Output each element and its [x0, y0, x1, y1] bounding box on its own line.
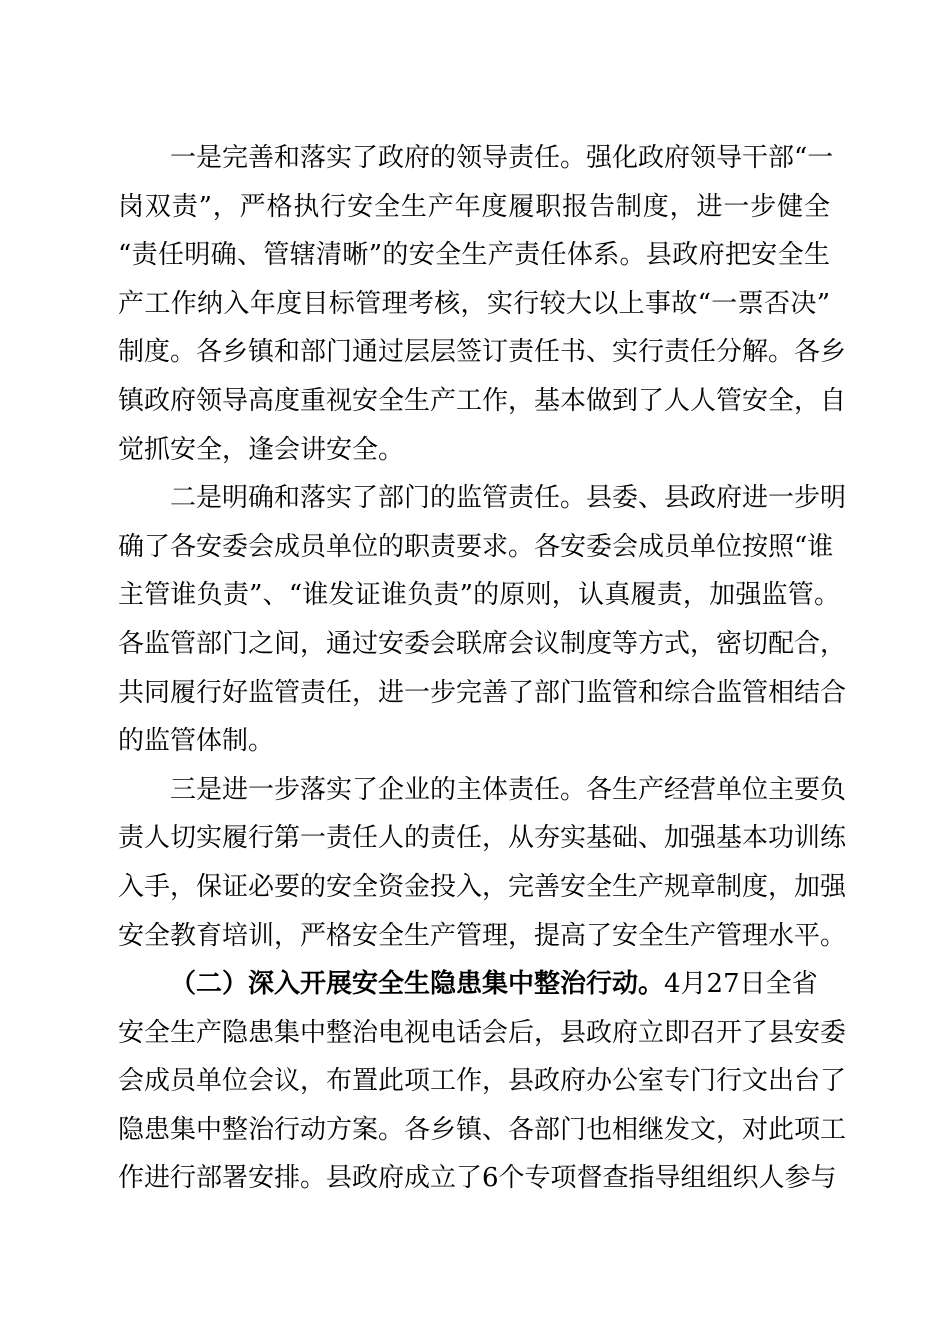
- paragraph-4-line-4: 隐患集中整治行动方案。各乡镇、各部门也相继发文，对此项工: [118, 1114, 847, 1145]
- paragraph-1-line-6: 镇政府领导高度重视安全生产工作，基本做到了人人管安全，自: [118, 385, 847, 416]
- section-2-first-line: [118, 960, 830, 1009]
- paragraph-1-line-4: 产工作纳入年度目标管理考核，实行较大以上事故“一票否决”: [118, 288, 830, 319]
- paragraph-2-line-4: 各监管部门之间，通过安委会联席会议制度等方式，密切配合，: [118, 628, 847, 659]
- paragraph-3-line-4: 安全教育培训，严格安全生产管理，提高了安全生产管理水平。: [118, 920, 847, 951]
- paragraph-1-line-5: 制度。各乡镇和部门通过层层签订责任书、实行责任分解。各乡: [118, 337, 847, 368]
- paragraph-1-line-7: 觉抓安全，逢会讲安全。: [118, 434, 405, 465]
- paragraph-4-line-2: 安全生产隐患集中整治电视电话会后，县政府立即召开了县安委: [118, 1017, 847, 1048]
- paragraph-2-line-2: 确了各安委会成员单位的职责要求。各安委会成员单位按照“谁: [118, 531, 834, 562]
- paragraph-3-line-2: 责人切实履行第一责任人的责任，从夯实基础、加强基本功训练: [118, 823, 847, 854]
- paragraph-1-line-3: “责任明确、管辖清晰”的安全生产责任体系。县政府把安全生: [118, 240, 830, 271]
- paragraph-2-line-1: 二是明确和落实了部门的监管责任。县委、县政府进一步明: [170, 483, 847, 514]
- paragraph-4-line-5: 作进行部署安排。县政府成立了6个专项督查指导组组织人参与: [118, 1163, 837, 1194]
- section-2-first-line-rest: 4月27日全省: [664, 969, 818, 1000]
- paragraph-4-line-3: 会成员单位会议，布置此项工作，县政府办公室专门行文出台了: [118, 1066, 847, 1097]
- paragraph-1-line-2: 岗双责”，严格执行安全生产年度履职报告制度，进一步健全: [118, 191, 830, 222]
- paragraph-2-line-6: 的监管体制。: [118, 726, 275, 757]
- document-body: [118, 134, 847, 1203]
- paragraph-2-line-3: 主管谁负责”、“谁发证谁负责”的原则，认真履责，加强监管。: [118, 580, 840, 611]
- paragraph-2-line-5: 共同履行好监管责任，进一步完善了部门监管和综合监管相结合: [118, 677, 847, 708]
- paragraph-3-line-3: 入手，保证必要的安全资金投入，完善安全生产规章制度，加强: [118, 871, 847, 902]
- paragraph-3-line-1: 三是进一步落实了企业的主体责任。各生产经营单位主要负: [170, 774, 847, 805]
- section-2-heading: （二）深入开展安全生隐患集中整治行动。: [170, 969, 665, 1000]
- paragraph-1-line-1: 一是完善和落实了政府的领导责任。强化政府领导干部“一: [170, 143, 834, 173]
